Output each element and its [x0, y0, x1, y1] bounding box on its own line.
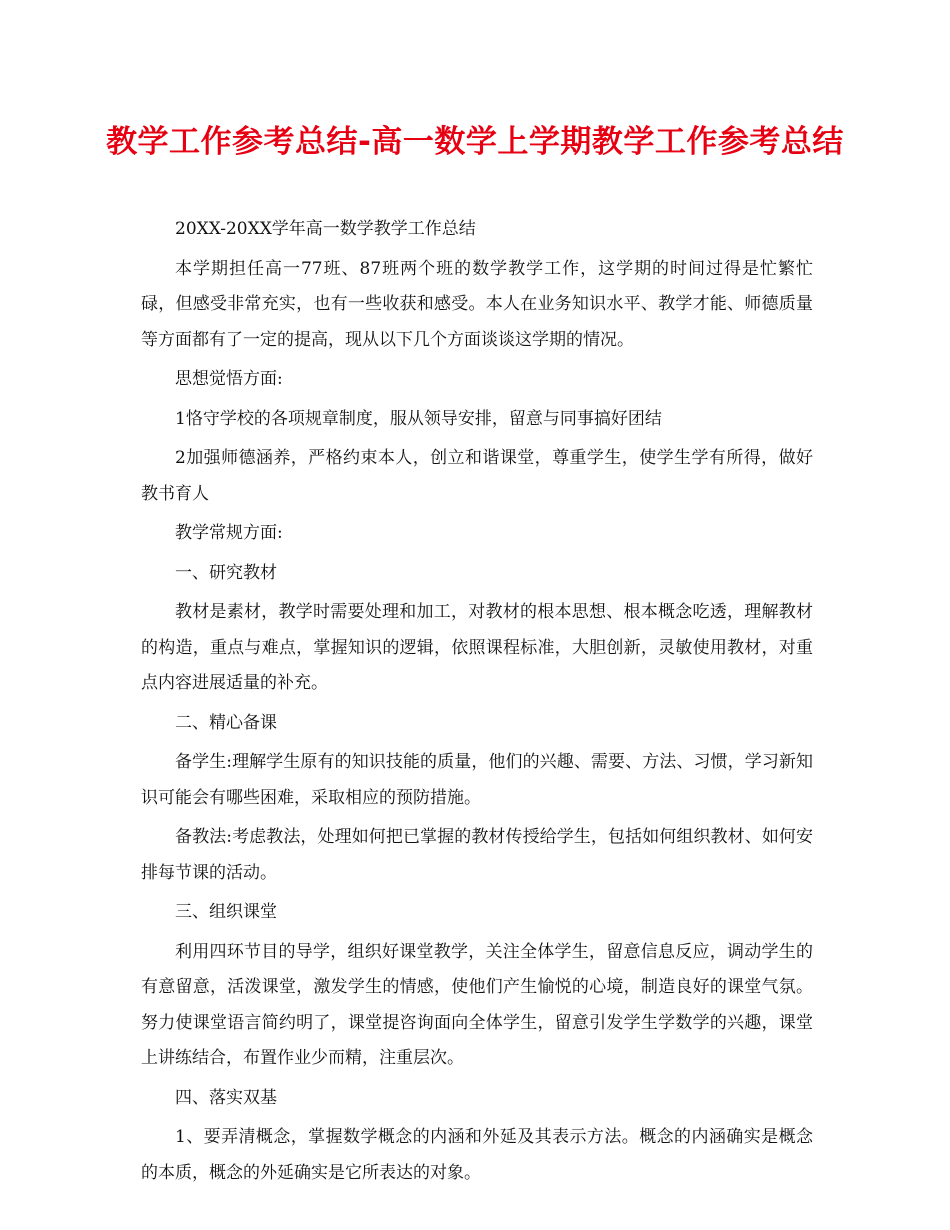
paragraph-prepare-methods: 备教法:考虑教法，处理如何把已掌握的教材传授给学生，包括如何组织教材、如何安排每节课的活动。: [141, 827, 813, 883]
paragraph-intro: 本学期担任高一77班、87班两个班的数学教学工作，这学期的时间过得是忙繁忙碌，但感受非常充实，也有一些收获和感受。本人在业务知识水平、教学才能、师德质量等方面都有了一定的提高，现从以下几个方面谈谈这学期的情况。: [141, 258, 813, 350]
paragraph-section-4-heading: 四、落实双基: [175, 1087, 277, 1108]
paragraph-section-1-body: 教材是素材，教学时需要处理和加工，对教材的根本思想、根本概念吃透，理解教材的构造，重点与难点，掌握知识的逻辑，依照课程标准，大胆创新，灵敏使用教材，对重点内容进展适量的补充。: [141, 602, 813, 693]
paragraph-prepare-students: 备学生:理解学生原有的知识技能的质量，他们的兴趣、需要、方法、习惯，学习新知识可能会有哪些困难，采取相应的预防措施。: [141, 752, 813, 808]
paragraph-section-1-heading: 一、研究教材: [175, 562, 277, 583]
paragraph-section-3-heading: 三、组织课堂: [175, 902, 277, 922]
paragraph-section-3-body: 利用四环节目的导学，组织好课堂教学，关注全体学生，留意信息反应，调动学生的有意留意，活泼课堂，激发学生的情感，使他们产生愉悦的心境，制造良好的课堂气氛。努力使课堂语言简约明了，课堂提咨询面向全体学生，留意引发学生学数学的兴趣，课堂上讲练结合，布置作业少而精，注重层次。: [141, 941, 813, 1068]
document-title: 教学工作参考总结-高一数学上学期教学工作参考总结: [106, 124, 844, 160]
paragraph-routine-heading: 教学常规方面:: [175, 523, 283, 543]
document-body: [141, 212, 813, 1195]
paragraph-school-year-heading: 20XX-20XX学年高一数学教学工作总结: [175, 219, 476, 239]
paragraph-ideology-heading: 思想觉悟方面:: [175, 369, 283, 389]
paragraph-section-2-heading: 二、精心备课: [175, 712, 277, 733]
paragraph-section-4-item-1: 1、要弄清概念，掌握数学概念的内涵和外延及其表示方法。概念的内涵确实是概念的本质，概念的外延确实是它所表达的对象。: [141, 1127, 813, 1183]
paragraph-ideology-item-2: 2加强师德涵养，严格约束本人，创立和谐课堂，尊重学生，使学生学有所得，做好教书育人: [141, 448, 813, 504]
paragraph-ideology-item-1: 1恪守学校的各项规章制度，服从领导安排，留意与同事搞好团结: [175, 408, 662, 429]
